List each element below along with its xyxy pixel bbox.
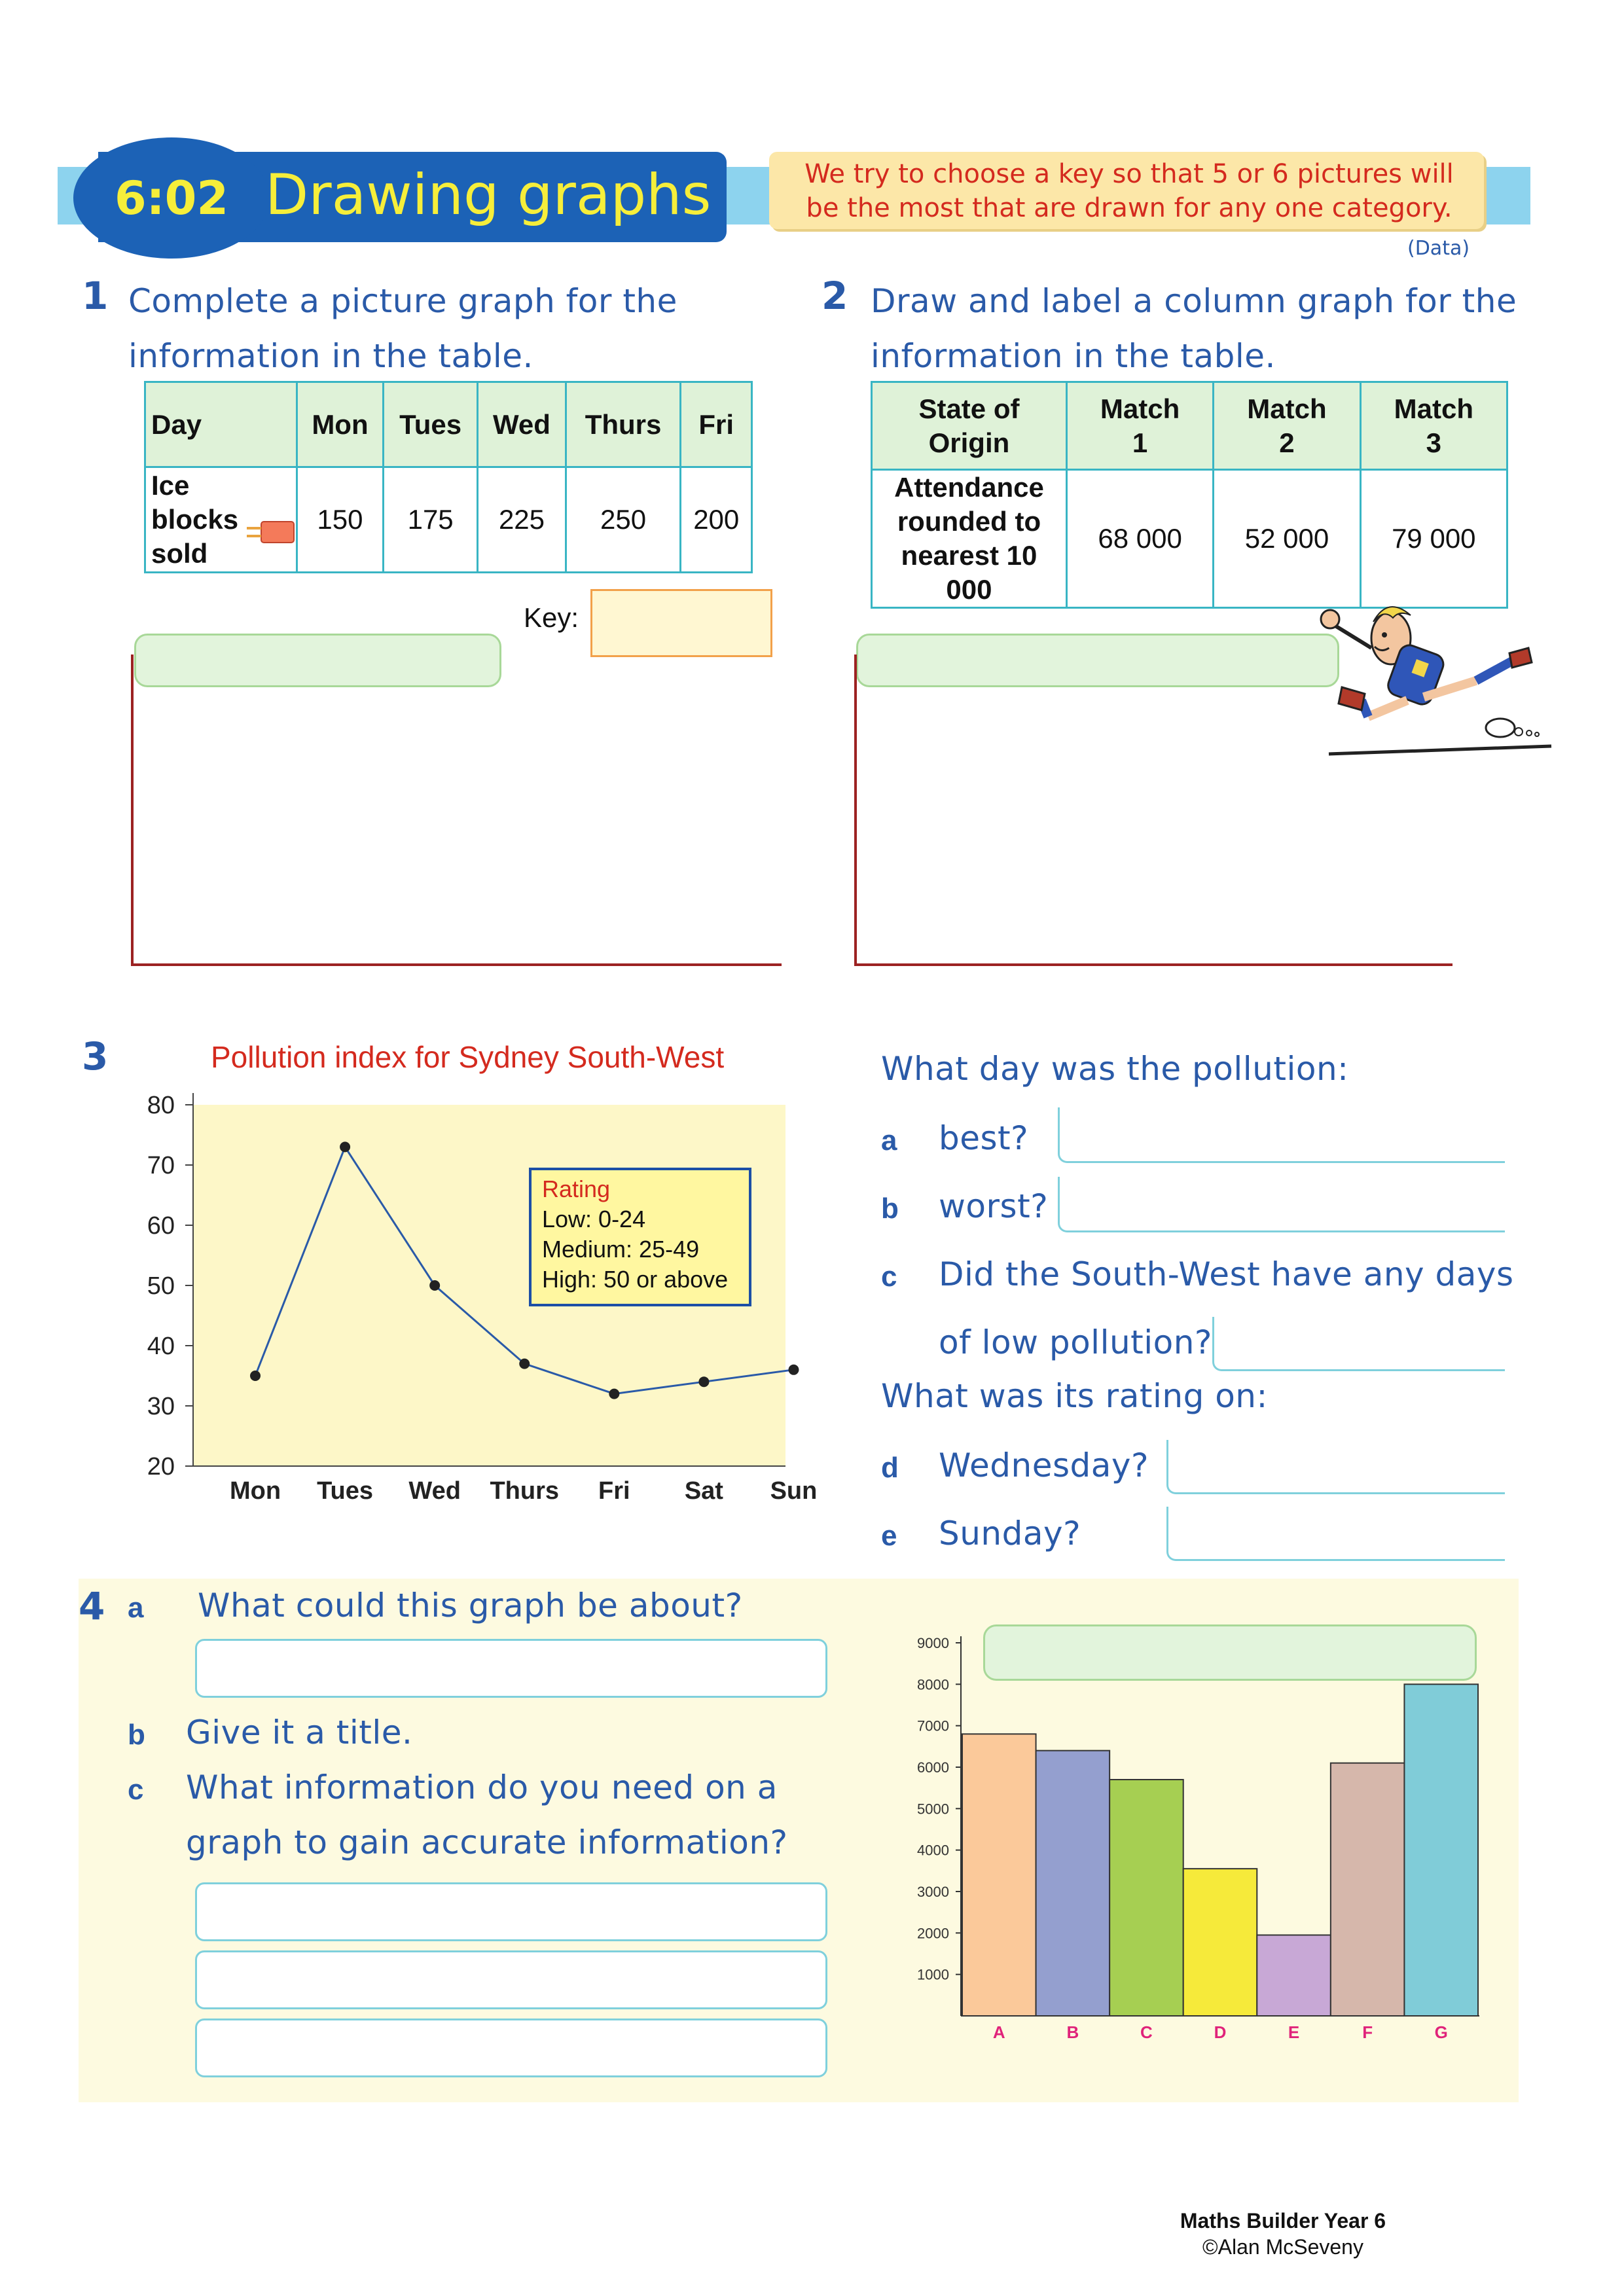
q3-text-b: worst?	[939, 1187, 1049, 1225]
q3-x-tick-label: Sun	[770, 1477, 818, 1505]
q3-data-point	[250, 1371, 261, 1381]
q1-header-wed: Wed	[478, 382, 566, 467]
q3-text-e: Sunday?	[939, 1515, 1081, 1552]
q3-x-tick-label: Tues	[317, 1477, 374, 1505]
q3-intro-1: What day was the pollution:	[881, 1050, 1349, 1088]
q3-answer-c[interactable]	[1212, 1317, 1505, 1371]
q3-y-tick-label: 70	[147, 1152, 175, 1179]
q3-legend-medium: Medium: 25-49	[542, 1236, 700, 1263]
q3-text-c: Did the South-West have any days	[939, 1255, 1514, 1293]
q3-legend-title: Rating	[542, 1175, 611, 1202]
q4-letter-a: a	[128, 1592, 144, 1624]
q4-answer-a[interactable]	[195, 1639, 827, 1698]
q1-header-mon: Mon	[297, 382, 384, 467]
q2-prompt: Draw and label a column graph for the information in the table.	[871, 282, 1517, 375]
q4-answer-c-line-1[interactable]	[195, 1882, 827, 1941]
q3-intro-2: What was its rating on:	[881, 1377, 1268, 1415]
q3-text-a: best?	[939, 1119, 1029, 1157]
q1-header-day: Day	[145, 382, 297, 467]
q4-y-tick-label: 5000	[917, 1801, 949, 1818]
q4-bar-chart	[903, 1623, 1492, 2055]
q4-x-tick-label: F	[1362, 2022, 1373, 2042]
q4-bar-f	[1331, 1763, 1405, 2016]
q4-text-a: What could this graph be about?	[198, 1587, 743, 1624]
q1-table	[144, 381, 753, 573]
footer-book: Maths Builder Year 6	[1180, 2209, 1386, 2233]
q4-bar-c	[1110, 1780, 1183, 2016]
q1-row-label	[145, 467, 297, 573]
q3-legend-high: High: 50 or above	[542, 1266, 729, 1293]
q4-answer-c-line-3[interactable]	[195, 2018, 827, 2077]
question-number-1: 1	[82, 274, 109, 318]
q3-letter-a: a	[881, 1124, 897, 1157]
q2-header-match2: Match 2	[1214, 382, 1360, 470]
q1-key-box[interactable]	[590, 589, 772, 657]
q4-x-tick-label: B	[1066, 2022, 1079, 2042]
q3-x-tick-label: Fri	[598, 1477, 630, 1505]
q1-value-fri: 200	[681, 467, 752, 573]
q4-y-tick-label: 2000	[917, 1925, 949, 1942]
q3-answer-b[interactable]	[1058, 1177, 1505, 1232]
footer-author: ©Alan McSeveny	[1202, 2235, 1363, 2259]
q2-row-label: Attendance rounded to nearest 10 000	[872, 470, 1067, 608]
q4-text-b: Give it a title.	[186, 1713, 413, 1751]
q1-graph-area[interactable]	[131, 655, 782, 966]
q3-x-tick-label: Sat	[684, 1477, 723, 1505]
q3-data-point	[788, 1365, 799, 1375]
q2-value-match1: 68 000	[1066, 470, 1213, 608]
q3-y-tick-label: 20	[147, 1453, 175, 1480]
q4-y-tick-label: 4000	[917, 1842, 949, 1859]
q3-answer-a[interactable]	[1058, 1107, 1505, 1163]
q3-letter-d: d	[881, 1452, 899, 1484]
q3-letter-c: c	[881, 1261, 897, 1293]
q4-answer-c-line-2[interactable]	[195, 1950, 827, 2009]
q1-header-thurs: Thurs	[566, 382, 681, 467]
q3-y-tick-label: 60	[147, 1212, 175, 1240]
question-number-3: 3	[82, 1034, 109, 1079]
tip-text: We try to choose a key so that 5 or 6 pictures will be the most that are drawn for any one category.	[804, 159, 1454, 223]
q2-header-match1: Match 1	[1066, 382, 1213, 470]
q3-letter-b: b	[881, 1193, 899, 1225]
q3-data-point	[519, 1359, 530, 1369]
q3-data-point	[429, 1280, 440, 1291]
footballer-illustration	[1316, 576, 1578, 762]
topic-tag: (Data)	[1407, 237, 1470, 260]
q4-x-tick-label: E	[1288, 2022, 1300, 2042]
q4-x-tick-label: A	[992, 2022, 1005, 2042]
q4-x-tick-label: D	[1214, 2022, 1227, 2042]
q4-text-c2: graph to gain accurate information?	[186, 1823, 788, 1861]
q4-bar-a	[962, 1734, 1036, 2016]
q4-bar-g	[1404, 1684, 1478, 2016]
q1-value-tues: 175	[383, 467, 477, 573]
q3-x-tick-label: Thurs	[490, 1477, 560, 1505]
q3-y-tick-label: 40	[147, 1333, 175, 1360]
question-number-4: 4	[79, 1584, 105, 1628]
q4-text-c: What information do you need on a	[186, 1768, 778, 1806]
q3-y-tick-label: 80	[147, 1092, 175, 1119]
q3-text-d: Wednesday?	[939, 1446, 1149, 1484]
q1-prompt: Complete a picture graph for the information in the table.	[128, 282, 677, 375]
q3-x-tick-label: Mon	[229, 1477, 281, 1505]
q1-row-label-text: Ice blocks sold	[151, 470, 239, 569]
q1-key-label: Key:	[524, 602, 579, 633]
q1-header-fri: Fri	[681, 382, 752, 467]
section-title: Drawing graphs	[265, 162, 712, 228]
q2-value-match3: 79 000	[1360, 470, 1507, 608]
q4-bar-e	[1257, 1935, 1331, 2017]
section-number: 6:02	[114, 171, 229, 225]
q3-data-point	[340, 1141, 350, 1152]
q4-bar-b	[1036, 1751, 1110, 2016]
q4-y-tick-label: 7000	[917, 1717, 949, 1734]
ice-block-icon	[244, 519, 297, 552]
q3-answer-d[interactable]	[1166, 1440, 1505, 1494]
q1-value-mon: 150	[297, 467, 384, 573]
q3-data-point	[609, 1389, 619, 1399]
q1-value-thurs: 250	[566, 467, 681, 573]
q2-table	[871, 381, 1508, 609]
q1-header-tues: Tues	[383, 382, 477, 467]
q2-header-match3: Match 3	[1360, 382, 1507, 470]
q4-letter-b: b	[128, 1719, 145, 1751]
question-number-2: 2	[821, 274, 848, 318]
q3-text-c2: of low pollution?	[939, 1323, 1212, 1361]
q3-legend	[529, 1168, 751, 1306]
q2-value-match2: 52 000	[1214, 470, 1360, 608]
q4-y-tick-label: 8000	[917, 1676, 949, 1693]
q4-letter-c: c	[128, 1774, 144, 1806]
q4-y-tick-label: 6000	[917, 1759, 949, 1776]
q4-x-tick-label: C	[1140, 2022, 1153, 2042]
q4-x-tick-label: G	[1434, 2022, 1448, 2042]
q4-bar-d	[1183, 1869, 1257, 2016]
q3-letter-e: e	[881, 1520, 897, 1552]
q3-data-point	[698, 1376, 709, 1387]
q1-value-wed: 225	[478, 467, 566, 573]
q4-y-tick-label: 3000	[917, 1884, 949, 1900]
q3-x-tick-label: Wed	[408, 1477, 461, 1505]
q3-answer-e[interactable]	[1166, 1507, 1505, 1561]
q3-chart-title: Pollution index for Sydney South-West	[211, 1040, 725, 1074]
q4-y-tick-label: 1000	[917, 1966, 949, 1983]
q3-legend-low: Low: 0-24	[542, 1206, 646, 1232]
q3-y-tick-label: 50	[147, 1272, 175, 1300]
q3-y-tick-label: 30	[147, 1393, 175, 1420]
q4-y-tick-label: 9000	[917, 1635, 949, 1651]
q2-header-state: State of Origin	[872, 382, 1067, 470]
